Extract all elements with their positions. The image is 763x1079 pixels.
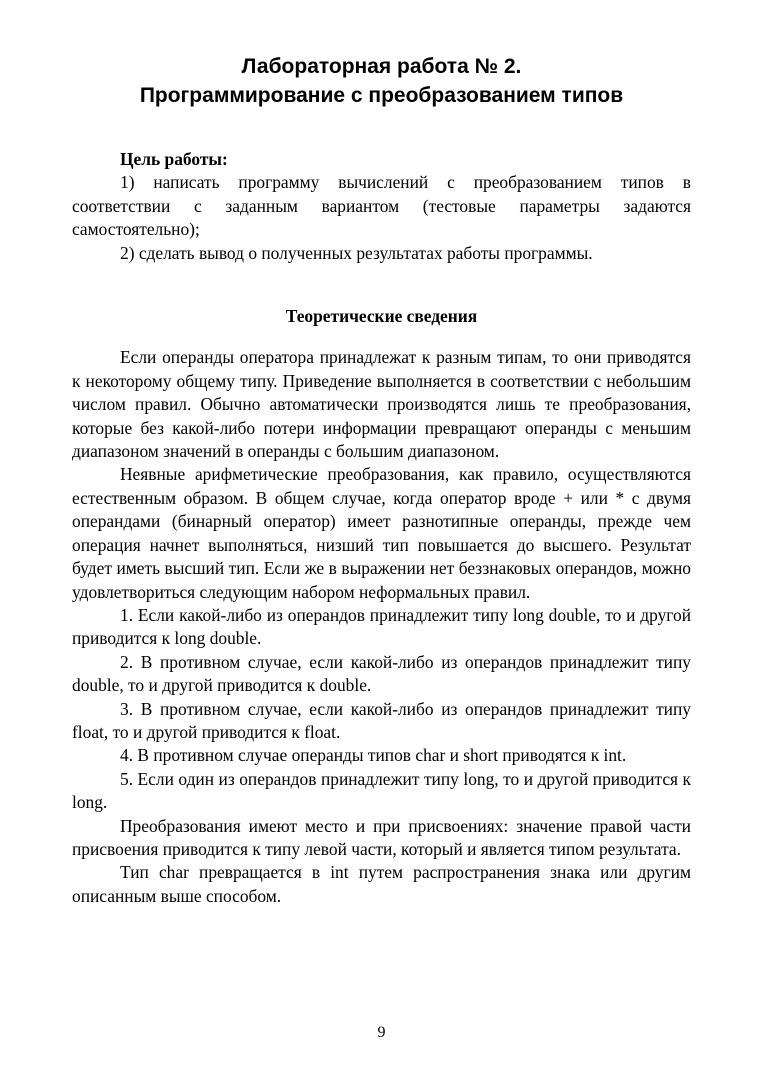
rule-item: 1. Если какой-либо из операндов принадлежит типу long double, то и другой приводится к long double.: [72, 604, 691, 649]
document-page: [72, 52, 691, 908]
rule-item: 5. Если один из операндов принадлежит типу long, то и другой приводится к long.: [72, 768, 691, 813]
theory-paragraph: Неявные арифметические преобразования, как правило, осуществляются естественным образом. В общем случае, когда оператор вроде + или * с двумя операндами (бинарный оператор) имеет разнотипные операнды, прежде чем операция начнет выполняться, низший тип повышается до высшего. Результат будет иметь высший тип. Если же в выражении нет беззнаковых операндов, можно удовлетвориться следующим набором неформальных правил.: [72, 464, 691, 602]
page-title: [72, 52, 691, 110]
rule-item: 3. В противном случае, если какой-либо из операндов принадлежит типу float, то и другой приводится к float.: [72, 698, 691, 742]
goal-section: [72, 148, 691, 265]
page-number: 9: [377, 1024, 386, 1041]
rule-item: 2. В противном случае, если какой-либо из операндов принадлежит типу double, то и другой приводится к double.: [72, 651, 691, 696]
title-line-2: Программирование с преобразованием типов: [139, 84, 624, 107]
theory-paragraph: Если операнды оператора принадлежат к разным типам, то они приводятся к некоторому общему типу. Приведение выполняется в соответствии с небольшим числом правил. Обычно автоматически производятся лишь те преобразования, которые без какой-либо потери информации превращают операнды с меньшим диапазоном значений в операнды с большим диапазоном.: [72, 347, 691, 462]
theory-section: [72, 346, 691, 908]
title-line-1: Лабораторная работа № 2.: [241, 55, 522, 78]
goal-item: 2) сделать вывод о полученных результатах работы программы.: [120, 242, 593, 263]
theory-paragraph: Тип char превращается в int путем распространения знака или другим описанным выше способом.: [72, 862, 691, 906]
goal-item: 1) написать программу вычислений с преобразованием типов в соответствии с заданным вариантом (тестовые параметры задаются самостоятельно);: [72, 172, 691, 240]
goal-heading: Цель работы:: [120, 149, 228, 169]
rule-item: 4. В противном случае операнды типов char и short приводятся к int.: [120, 745, 627, 766]
theory-heading: Теоретические сведения: [285, 306, 478, 327]
theory-paragraph: Преобразования имеют место и при присвоениях: значение правой части присвоения приводится к типу левой части, который и является типом результата.: [72, 815, 691, 859]
